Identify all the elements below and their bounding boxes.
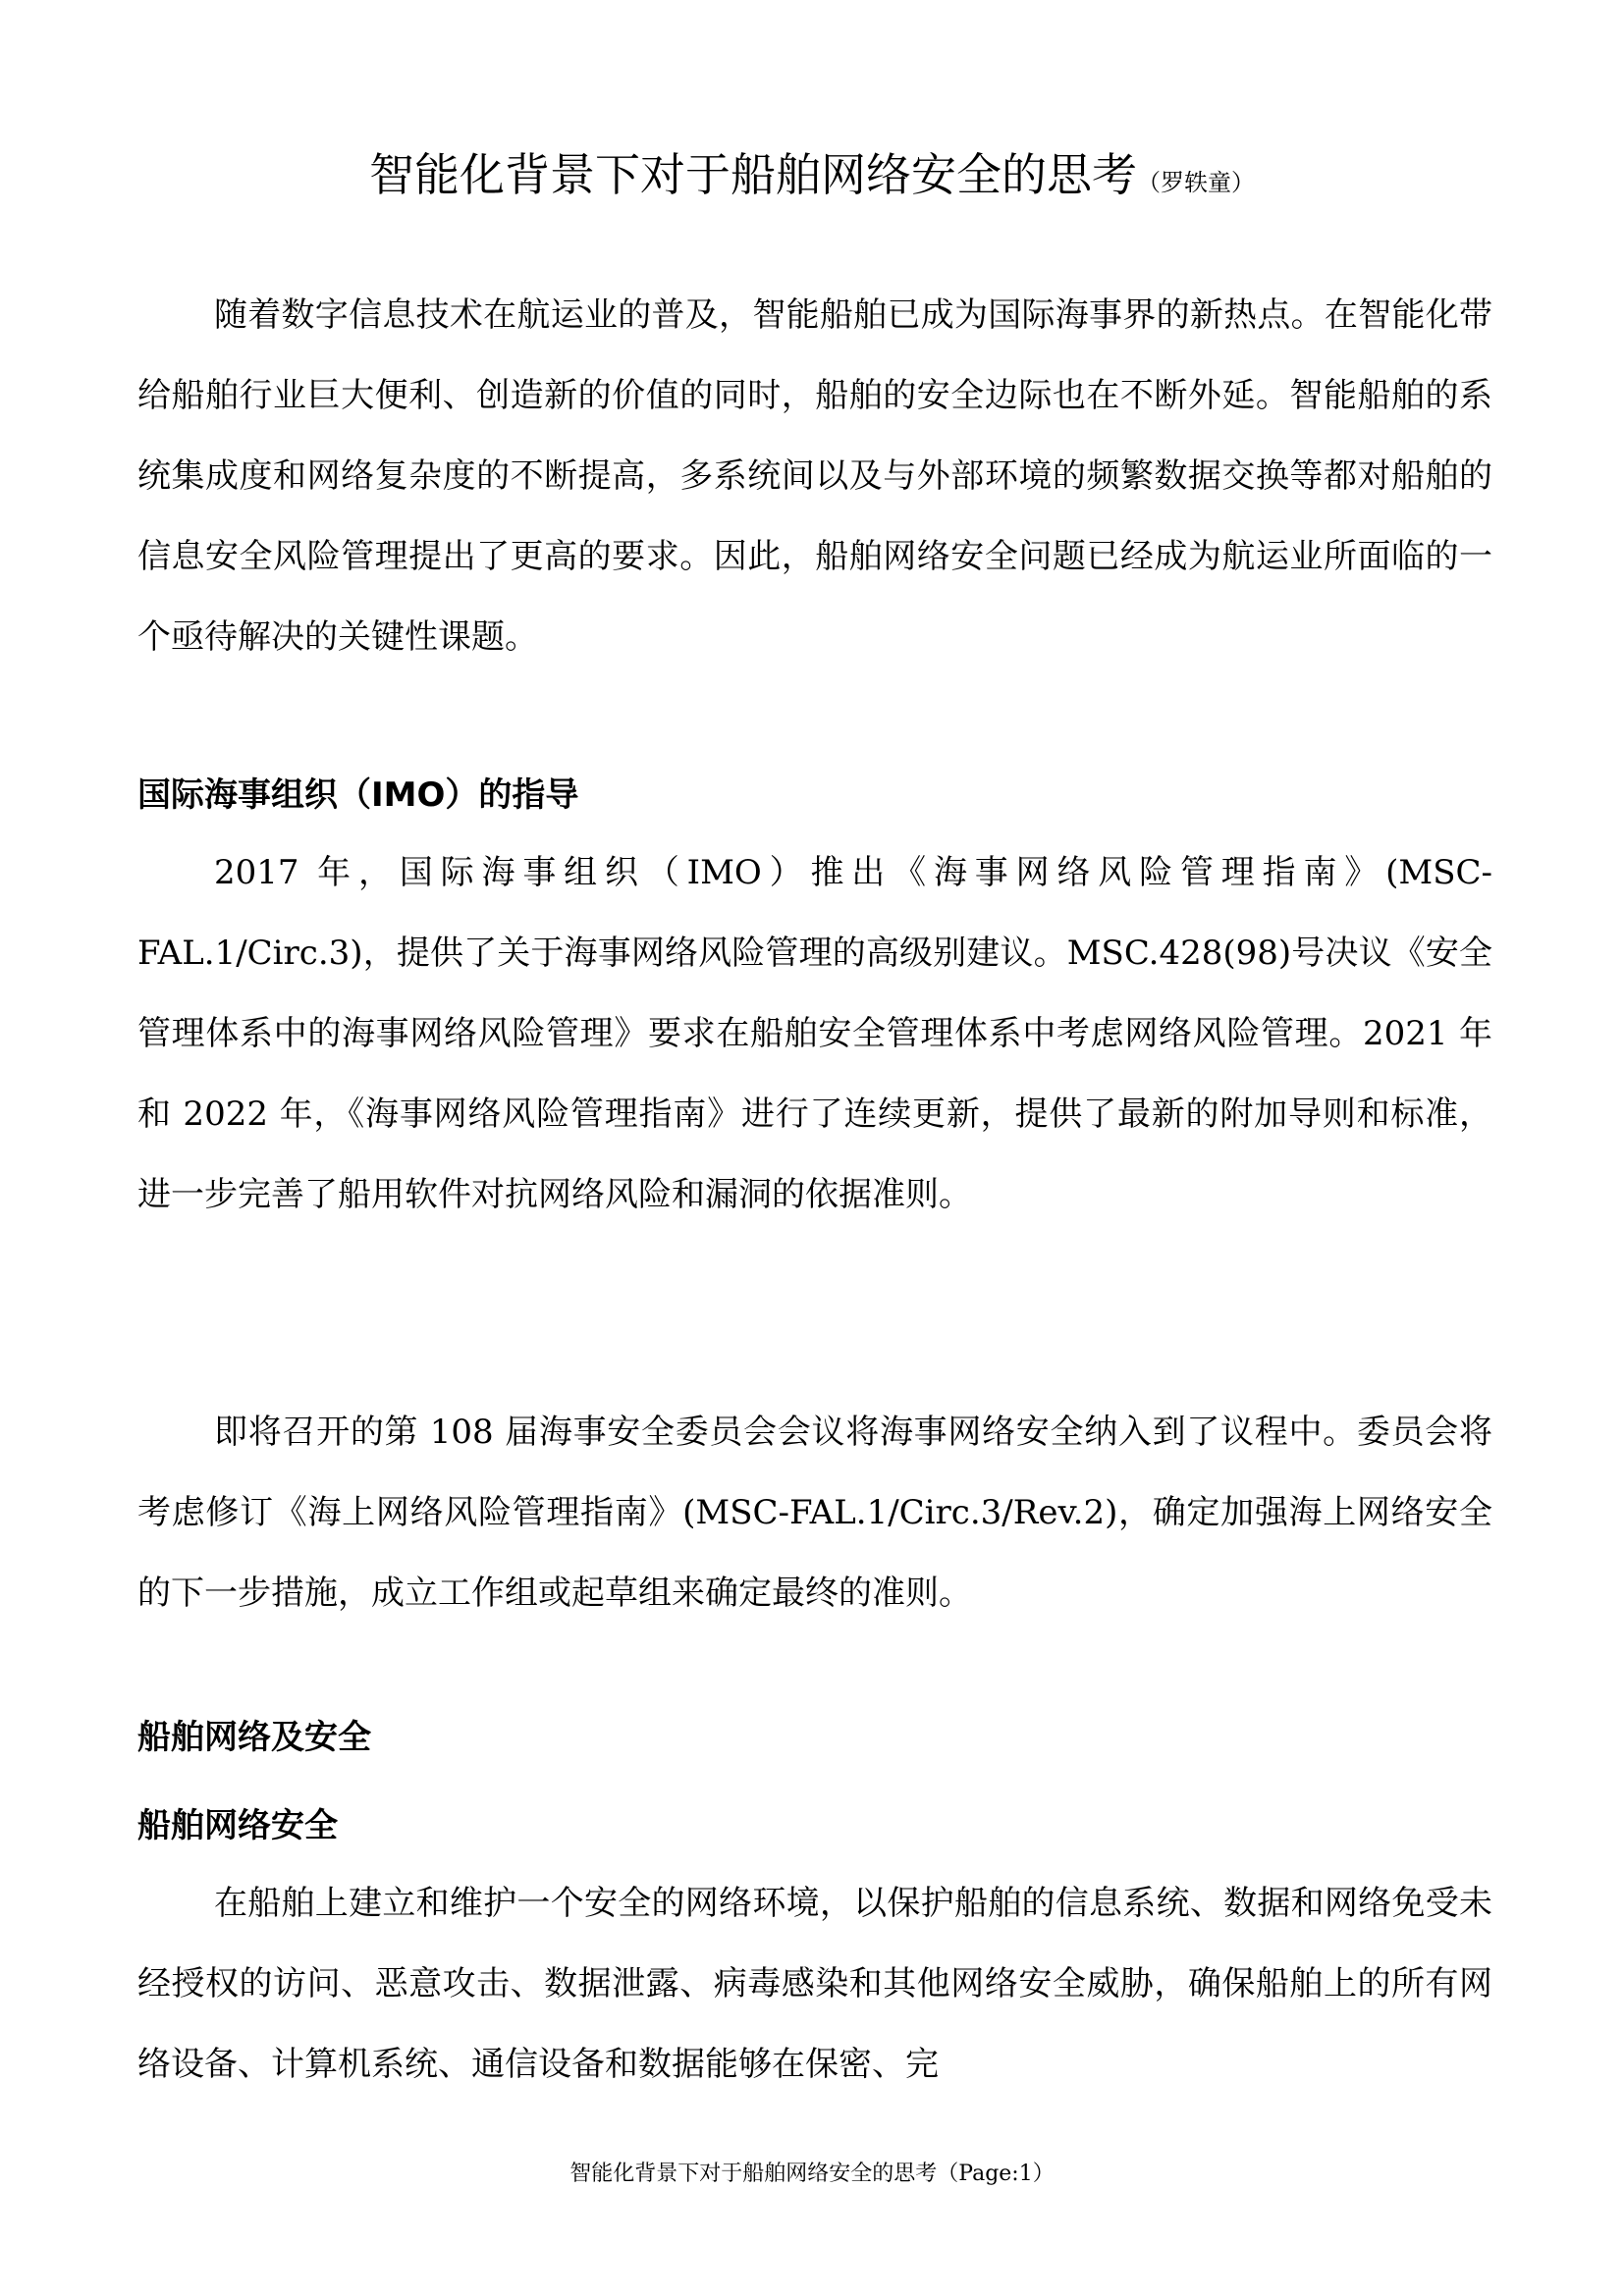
page-title <box>0 145 1624 212</box>
author-name: （罗轶童） <box>1137 169 1255 196</box>
imo-paragraph-1: 2017 年，国际海事组织（IMO）推出《海事网络风险管理指南》(MSC-FAL.1/Circ.3)，提供了关于海事网络风险管理的高级别建议。MSC.428(98)号决议《安全管理体系中的海事网络风险管理》要求在船舶安全管理体系中考虑网络风险管理。2021 年和 2022 年，《海事网络风险管理指南》进行了连续更新，提供了最新的附加导则和标准，进一步完善了船用软件对抗网络风险和漏洞的依据准则。 <box>137 853 1492 1214</box>
subheading-ship-network-security: 船舶网络安全 <box>137 1806 338 1845</box>
intro-paragraph: 随着数字信息技术在航运业的普及，智能船舶已成为国际海事界的新热点。在智能化带给船舶行业巨大便利、创造新的价值的同时，船舶的安全边际也在不断外延。智能船舶的系统集成度和网络复杂度的不断提高，多系统间以及与外部环境的频繁数据交换等都对船舶的信息安全风险管理提出了更高的要求。因此，船舶网络安全问题已经成为航运业所面临的一个亟待解决的关键性课题。 <box>137 295 1492 657</box>
page-footer: 智能化背景下对于船舶网络安全的思考（Page:1） <box>569 2162 1055 2186</box>
imo-paragraph-2: 即将召开的第 108 届海事安全委员会会议将海事网络安全纳入到了议程中。委员会将考虑修订《海上网络风险管理指南》(MSC-FAL.1/Circ.3/Rev.2)，确定加强海上网络安全的下一步措施，成立工作组或起草组来确定最终的准则。 <box>137 1413 1492 1613</box>
section-heading-imo: 国际海事组织（IMO）的指导 <box>137 775 579 815</box>
title-text: 智能化背景下对于船舶网络安全的思考 <box>369 148 1137 201</box>
ship-security-paragraph: 在船舶上建立和维护一个安全的网络环境，以保护船舶的信息系统、数据和网络免受未经授权的访问、恶意攻击、数据泄露、病毒感染和其他网络安全威胁，确保船舶上的所有网络设备、计算机系统、通信设备和数据能够在保密、完 <box>137 1884 1492 2084</box>
section-heading-ship-network: 船舶网络及安全 <box>137 1718 371 1757</box>
